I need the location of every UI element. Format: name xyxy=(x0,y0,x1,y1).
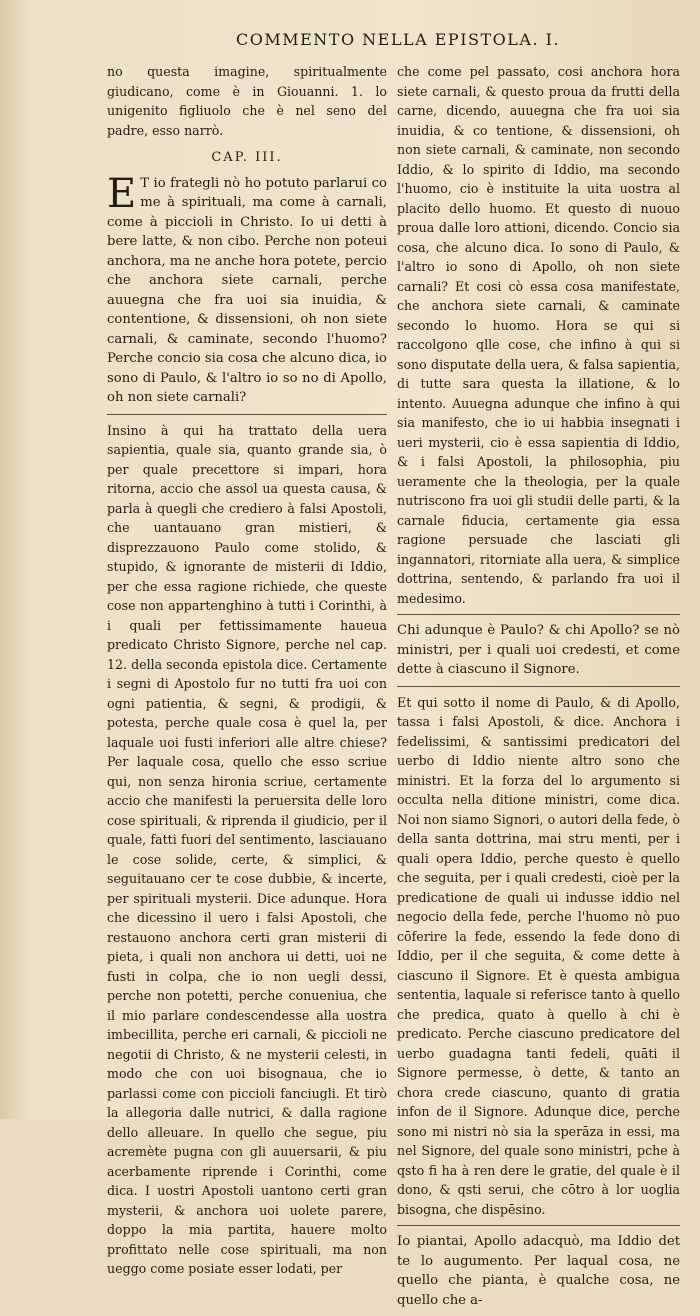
divider xyxy=(397,686,680,687)
scripture-verse: Chi adunque è Paulo? & chi Apollo? se nò ministri, per i quali uoi credesti, et come dette à ciascuno il Signore. xyxy=(397,623,680,677)
intro-paragraph: no questa imagine, spiritualmente giudicano, come è in Giouanni. 1. lo unigenito figliuolo che è nel seno del padre, esso narrò. xyxy=(107,64,387,138)
commentary-paragraph: Et qui sotto il nome di Paulo, & di Apollo, tassa i falsi Apostoli, & dice. Anchora i fedelissimi, & santissimi predicatori del uerbo di Iddio niente altro sono che ministri. Et la forza del lo argumento si occulta nella ditione ministri, come dica. Noi non siamo Signori, o autori della fede, ò della santa dottrina, mai stru menti, per i quali opera Iddio, perche questo è quello che seguita, per i quali credesti, cioè per la predicatione de quali ui indusse iddio nel negocio della fede, perche l'huomo nò puo cōferire la fede, essendo la fede dono di Iddio, per il che seguita, & come dette à ciascuno il Signore. Et è questa ambigua sententia, laquale si referisce tanto à quello che predica, quato à quello à chi è predicato. Perche ciascuno predicatore del uerbo guadagna tanti fedeli, quāti il Signore permesse, ò dette, & tanto an chora crede ciascuno, quanto di gratia infon de il Signore. Adunque dice, perche sono mi nistri nò sia la sperāza in essi, ma nel Signore, del quale sono ministri, pche à qsto fi ha à ren dere le gratie, del quale è il dono, & qsti serui, che cōtro à lor uoglia bisogna, che dispēsino. xyxy=(397,694,680,1217)
drop-cap: E xyxy=(107,170,137,217)
scripture-verse-text: T io frategli nò ho potuto parlarui co me à spirituali, ma come à carnali, come à piccioli in Christo. Io ui detti à bere latte, & non cibo. Perche non poteui anchora, ma ne anche hora potete, percio che anchora siete carnali, perche auuegna che fra uoi sia inuidia, & contentione, & dissensioni, oh non siete carnali, & caminate, secondo l'huomo? Perche concio sia cosa che alcuno dica, io sono di Paulo, & l'altro io so no di Apollo, oh non siete carnali? xyxy=(107,175,387,405)
left-column xyxy=(107,62,387,1285)
chapter-heading: CAP. III. xyxy=(211,150,283,165)
right-column xyxy=(397,62,680,1316)
commentary-paragraph-continued: che come pel passato, cosi anchora hora siete carnali, & questo proua da frutti della carne, dicendo, auuegna che fra uoi sia inuidia, & co tentione, & dissensioni, oh non siete carnali, & caminate, non secondo Iddio, & lo spirito di Iddio, ma secondo l'huomo, cio è instituite la uita uostra al placito dello huomo. Et questo di nuouo proua dalle loro attioni, dicendo. Concio sia cosa, che alcuno dica. Io sono di Paulo, & l'altro io sono di Apollo, oh non siete carnali? Et cosi cò essa cosa manifestate, che anchora siete carnali, & caminate secondo lo huomo. Hora se qui si raccolgono qlle cose, che infino à qui si sono disputate della uera, & falsa sapientia, di tutte sara questa la illatione, & lo intento. Auuegna adunque che infino à qui sia manifesto, che io ui habbia insegnati i ueri mysterii, cio è essa sapientia di Iddio, & i falsi Apostoli, la philosophia, piu ueramente che la theologia, per la quale nutriscono fra uoi gli studii delle parti, & la carnale fiducia, certamente gia essa ragione persuade che lasciati gli ingannatori, ritorniate alla uera, & simplice dottrina, sentendo, & parlando fra uoi il medesimo. xyxy=(397,64,680,606)
divider xyxy=(397,1225,680,1226)
scripture-verse xyxy=(107,170,387,408)
scripture-verse: Io piantai, Apollo adacquò, ma Iddio det te lo augumento. Per laqual cosa, ne quello che pianta, è qualche cosa, ne quello che a- xyxy=(397,1234,680,1308)
running-title: COMMENTO NELLA EPISTOLA. I. xyxy=(236,30,561,49)
commentary-paragraph: Insino à qui ha trattato della uera sapientia, quale sia, quanto grande sia, ò per quale precettore si impari, hora ritorna, accio che assol ua questa causa, & parla à quegli che crediero à falsi Apostoli, che uantauano gran mistieri, & disprezzauono Paulo come stolido, & stupido, & ignorante de misterii di Iddio, per che essa ragione richiede, che queste cose non appartenghino à tutti i Corinthi, à i quali per fettissimamente haueua predicato Christo Signore, perche nel cap. 12. della seconda epistola dice. Certamente i segni di Apostolo fur no tutti fra uoi con ogni patientia, & segni, & prodigii, & potesta, perche quale cosa è quel la, per laquale uoi fusti inferiori alle altre chiese? Per laquale cosa, quello che esso scriue qui, non senza hironia scriue, certamente accio che manifesti la peruersita delle loro cose spirituali, & riprenda il giudicio, per il quale, fatti fuori del sentimento, lasciauano le cose solide, certe, & simplici, & seguitauano cer te cose dubbie, & incerte, per spirituali mysterii. Dice adunque. Hora che dicessino il uero i falsi Apostoli, che restauono anchora certi gran misterii di pieta, i quali non anchora ui detti, uoi ne fusti in colpa, che io non uegli dessi, perche non potetti, perche conueniua, che il mio parlare condescendesse alla uostra imbecillita, perche eri carnali, & piccioli ne negotii di Christo, & ne mysterii celesti, in modo che con uoi bisognaua, che io parlassi come con piccioli fanciugli. Et tirò la allegoria dalle nutrici, & dalla ragione dello alleuare. In quello che segue, piu acremète pugna con gli auuersarii, & piu acerbamente riprende i Corinthi, come dica. I uostri Apostoli uantono certi gran mysterii, & anchora uoi uolete parere, doppo la mia partita, hauere molto profittato nelle cose spirituali, ma non ueggo come posiate esser lodati, per xyxy=(107,422,387,1276)
divider xyxy=(107,414,387,415)
divider xyxy=(397,614,680,615)
